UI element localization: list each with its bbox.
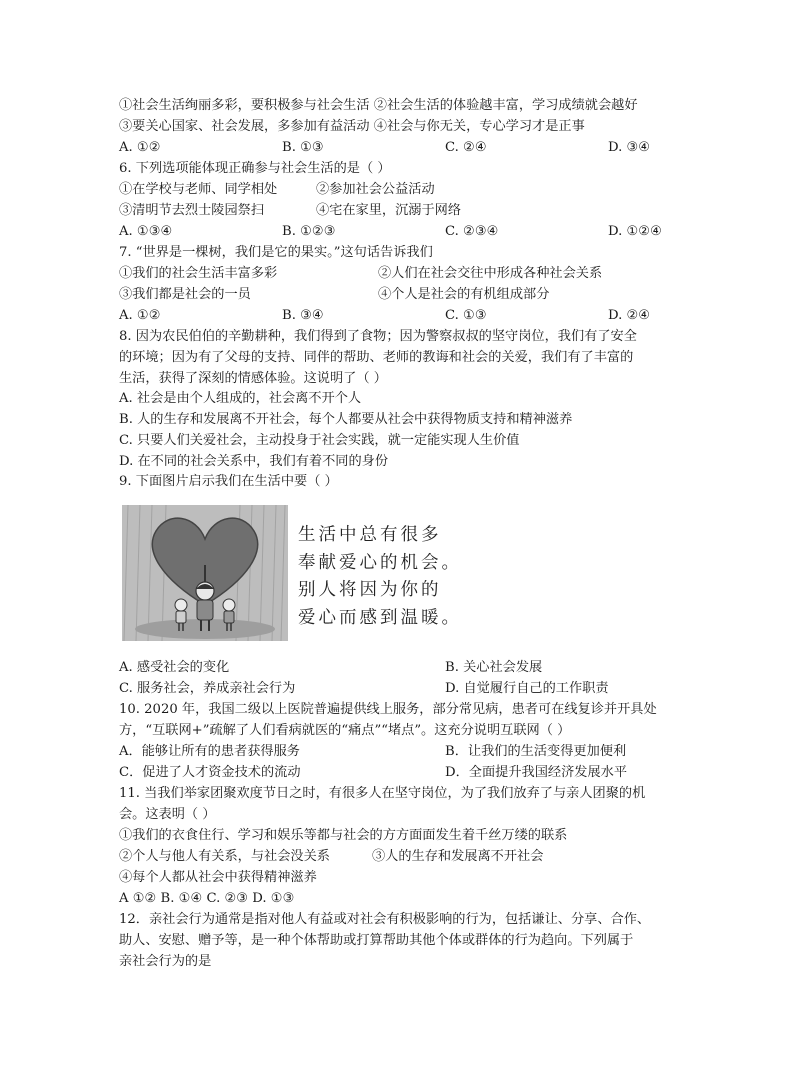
q10-option-c[interactable]: C．促进了人才资金技术的流动 <box>119 765 301 780</box>
q7-items-row-2 <box>119 285 659 305</box>
q11-items-row <box>119 847 659 867</box>
q9-option-b[interactable]: B. 关心社会发展 <box>445 660 543 675</box>
caption-line-3: 别人将因为你的 <box>298 580 442 600</box>
q11-stem-line-1: 11. 当我们举家团聚欢度节日之时，有很多人在坚守岗位，为了我们放弃了与亲人团聚的机 <box>119 786 646 801</box>
q7-item-1: ①我们的社会生活丰富多彩 <box>119 266 278 281</box>
caption-line-2: 奉献爱心的机会。 <box>298 552 462 573</box>
q11-item-3: ③人的生存和发展离不开社会 <box>372 849 544 864</box>
q7-item-4: ④个人是社会的有机组成部分 <box>378 287 550 302</box>
q5-option-a[interactable]: A. ①② <box>119 140 161 155</box>
q6-option-a[interactable]: A. ①③④ <box>119 224 173 239</box>
q10-stem-line-1: 10. 2020 年，我国二级以上医院普遍提供线上服务，部分常见病，患者可在线复诊并开具处 <box>119 702 657 717</box>
q12-stem-line-1: 12．亲社会行为通常是指对他人有益或对社会有积极影响的行为，包括谦让、分享、合作、 <box>119 912 651 927</box>
q10-stem-line-2: 方，“互联网+”疏解了人们看病就医的“痛点”“堵点”。这充分说明互联网（ ） <box>119 723 571 738</box>
q6-option-c[interactable]: C. ②③④ <box>445 224 499 239</box>
q9-options-row-1 <box>119 658 659 678</box>
q9-option-a[interactable]: A. 感受社会的变化 <box>119 660 230 675</box>
q6-items-row-2 <box>119 201 659 221</box>
q7-stem: 7. “世界是一棵树，我们是它的果实。”这句话告诉我们 <box>119 245 433 260</box>
q8-option-b[interactable]: B. 人的生存和发展离不开社会，每个人都要从社会中获得物质支持和精神滋养 <box>119 412 573 427</box>
caption-line-4: 爱心而感到温暖。 <box>298 607 462 628</box>
q8-stem-line-1: 8. 因为农民伯伯的辛勤耕种，我们得到了食物；因为警察叔叔的坚守岗位，我们有了安全 <box>119 329 637 344</box>
q8-option-d[interactable]: D. 在不同的社会关系中，我们有着不同的身份 <box>119 454 389 469</box>
q5-option-d[interactable]: D. ③④ <box>608 140 651 155</box>
q5-option-c[interactable]: C. ②④ <box>445 140 487 155</box>
q7-items-row-1 <box>119 264 659 284</box>
q10-option-b[interactable]: B．让我们的生活变得更加便利 <box>445 744 627 759</box>
q10-option-a[interactable]: A．能够让所有的患者获得服务 <box>119 744 300 759</box>
q11-options[interactable]: A ①② B. ①④ C. ②③ D. ①③ <box>119 891 295 906</box>
heart-umbrella-illustration <box>122 505 288 641</box>
q10-options-row-1 <box>119 742 659 762</box>
q7-option-a[interactable]: A. ①② <box>119 308 161 323</box>
q6-option-b[interactable]: B. ①②③ <box>282 224 336 239</box>
q5-option-b[interactable]: B. ①③ <box>282 140 324 155</box>
q11-item-2: ②个人与他人有关系，与社会没关系 <box>119 849 330 864</box>
q6-item-4: ④宅在家里，沉溺于网络 <box>316 203 462 218</box>
q8-option-c[interactable]: C. 只要人们关爱社会，主动投身于社会实践，就一定能实现人生价值 <box>119 433 520 448</box>
q7-option-c[interactable]: C. ①③ <box>445 308 487 323</box>
q5-statement-line-2: ③要关心国家、社会发展，多参加有益活动 ④社会与你无关，专心学习才是正事 <box>119 119 585 134</box>
q7-options <box>119 306 659 326</box>
q11-item-1: ①我们的衣食住行、学习和娱乐等都与社会的方方面面发生着千丝万缕的联系 <box>119 828 568 843</box>
q7-option-b[interactable]: B. ③④ <box>282 308 324 323</box>
q6-stem: 6. 下列选项能体现正确参与社会生活的是（ ） <box>119 161 391 176</box>
q11-stem-line-2: 会。这表明（ ） <box>119 807 216 822</box>
q12-stem-line-2: 助人、安慰、赠予等，是一种个体帮助或打算帮助其他个体或群体的行为趋向。下列属于 <box>119 933 634 948</box>
q6-item-1: ①在学校与老师、同学相处 <box>119 182 278 197</box>
q12-stem-line-3: 亲社会行为的是 <box>119 954 212 969</box>
q9-illustration-caption <box>298 522 462 632</box>
q5-options <box>119 138 659 158</box>
q6-item-2: ②参加社会公益活动 <box>316 182 435 197</box>
q9-options-row-2 <box>119 679 659 699</box>
q11-item-4: ④每个人都从社会中获得精神滋养 <box>119 870 317 885</box>
q6-options <box>119 222 662 242</box>
q5-statement-line-1: ①社会生活绚丽多彩，要积极参与社会生活 ②社会生活的体验越丰富，学习成绩就会越好 <box>119 98 638 113</box>
q7-option-d[interactable]: D. ②④ <box>608 308 651 323</box>
q6-option-d[interactable]: D. ①②④ <box>608 224 662 239</box>
q10-options-row-2 <box>119 763 659 783</box>
caption-line-1: 生活中总有很多 <box>298 525 442 545</box>
q9-illustration <box>122 505 288 641</box>
q7-item-2: ②人们在社会交往中形成各种社会关系 <box>378 266 603 281</box>
q8-option-a[interactable]: A. 社会是由个人组成的，社会离不开个人 <box>119 391 362 406</box>
q9-option-c[interactable]: C. 服务社会，养成亲社会行为 <box>119 681 296 696</box>
q7-item-3: ③我们都是社会的一员 <box>119 287 251 302</box>
q9-stem: 9. 下面图片启示我们在生活中要（ ） <box>119 474 338 489</box>
q6-items-row-1 <box>119 180 659 200</box>
q8-stem-line-3: 生活，获得了深刻的情感体验。这说明了（ ） <box>119 371 387 386</box>
q6-item-3: ③清明节去烈士陵园祭扫 <box>119 203 265 218</box>
q9-option-d[interactable]: D. 自觉履行自己的工作职责 <box>445 681 609 696</box>
q10-option-d[interactable]: D．全面提升我国经济发展水平 <box>445 765 628 780</box>
q8-stem-line-2: 的环境；因为有了父母的支持、同伴的帮助、老师的教诲和社会的关爱，我们有了丰富的 <box>119 350 634 365</box>
